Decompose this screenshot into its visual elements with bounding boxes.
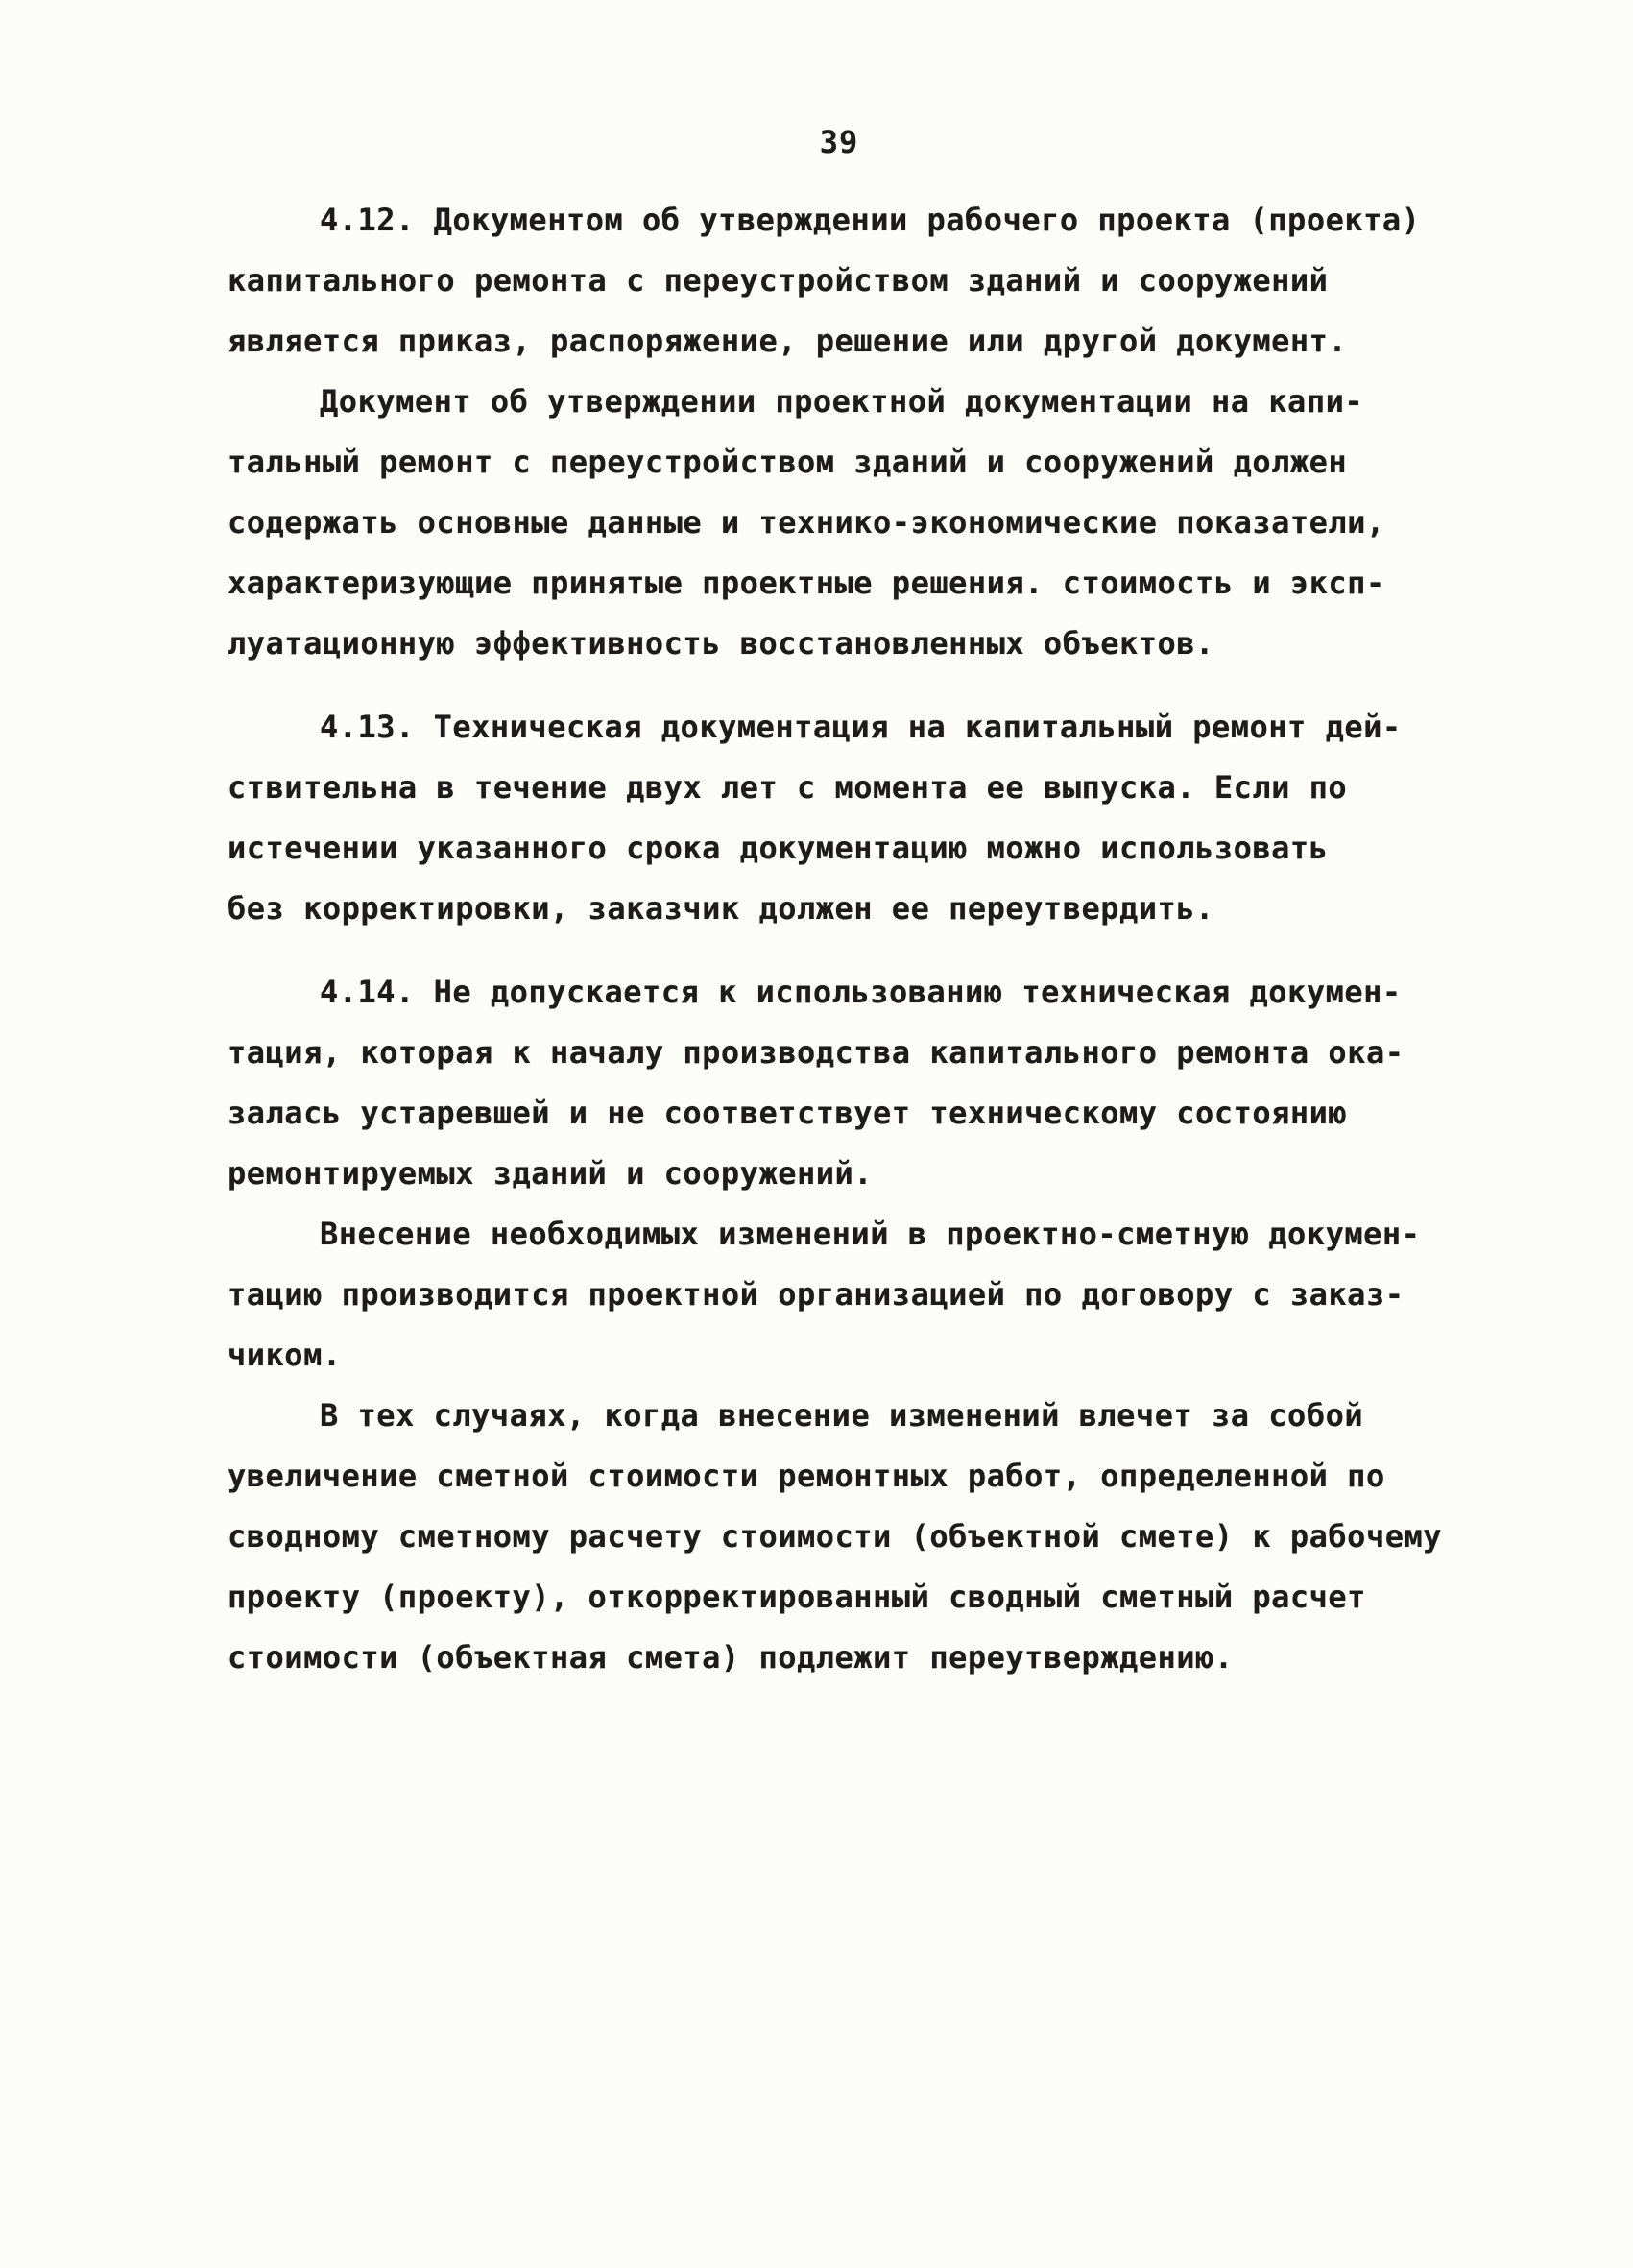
paragraph-4-12-continued: [228, 372, 1451, 674]
text-line: сводному сметному расчету стоимости (объектной смете) к рабочему: [228, 1518, 1442, 1555]
text-line: капитального ремонта с переустройством зданий и сооружений: [228, 262, 1329, 299]
text-line: залась устаревшей и не соответствует техническому состоянию: [228, 1095, 1348, 1131]
text-line: тацию производится проектной организацией по договору с заказ-: [228, 1276, 1405, 1313]
paragraph-4-13: [228, 697, 1451, 939]
paragraph-vnesenie: [228, 1204, 1451, 1386]
text-line: Внесение необходимых изменений в проектно-сметную докумен-: [320, 1216, 1421, 1252]
text-line: характеризующие принятые проектные решения. стоимость и эксп-: [228, 565, 1385, 601]
text-line: проекту (проекту), откорректированный сводный сметный расчет: [228, 1579, 1366, 1615]
text-line: 4.14. Не допускается к использованию техническая докумен-: [320, 974, 1402, 1010]
paragraph-4-12: [228, 190, 1451, 372]
text-line: ремонтируемых зданий и сооружений.: [228, 1155, 874, 1192]
text-line: стоимости (объектная смета) подлежит переутверждению.: [228, 1639, 1234, 1676]
text-line: луатационную эффективность восстановленных объектов.: [228, 625, 1214, 662]
text-line: тация, которая к началу производства капитального ремонта ока-: [228, 1034, 1405, 1071]
page-number: 39: [819, 124, 859, 160]
text-line: является приказ, распоряжение, решение или другой документ.: [228, 323, 1348, 359]
text-line: 4.13. Техническая документация на капитальный ремонт дей-: [320, 709, 1402, 745]
text-line: Документ об утверждении проектной документации на капи-: [320, 383, 1364, 420]
text-line: истечении указанного срока документацию можно использовать: [228, 830, 1329, 866]
text-line: ствительна в течение двух лет с момента ее выпуска. Если по: [228, 769, 1348, 806]
document-body: [228, 190, 1451, 1688]
paragraph-4-14: [228, 962, 1451, 1204]
text-line: увеличение сметной стоимости ремонтных работ, определенной по: [228, 1458, 1385, 1494]
text-line: содержать основные данные и технико-экономические показатели,: [228, 504, 1385, 541]
paragraph-v-teh-sluchayah: [228, 1386, 1451, 1688]
text-line: 4.12. Документом об утверждении рабочего проекта (проекта): [320, 202, 1421, 238]
text-line: тальный ремонт с переустройством зданий и сооружений должен: [228, 444, 1348, 480]
text-line: чиком.: [228, 1337, 342, 1373]
text-line: В тех случаях, когда внесение изменений влечет за собой: [320, 1397, 1364, 1434]
text-line: без корректировки, заказчик должен ее переутвердить.: [228, 890, 1214, 927]
